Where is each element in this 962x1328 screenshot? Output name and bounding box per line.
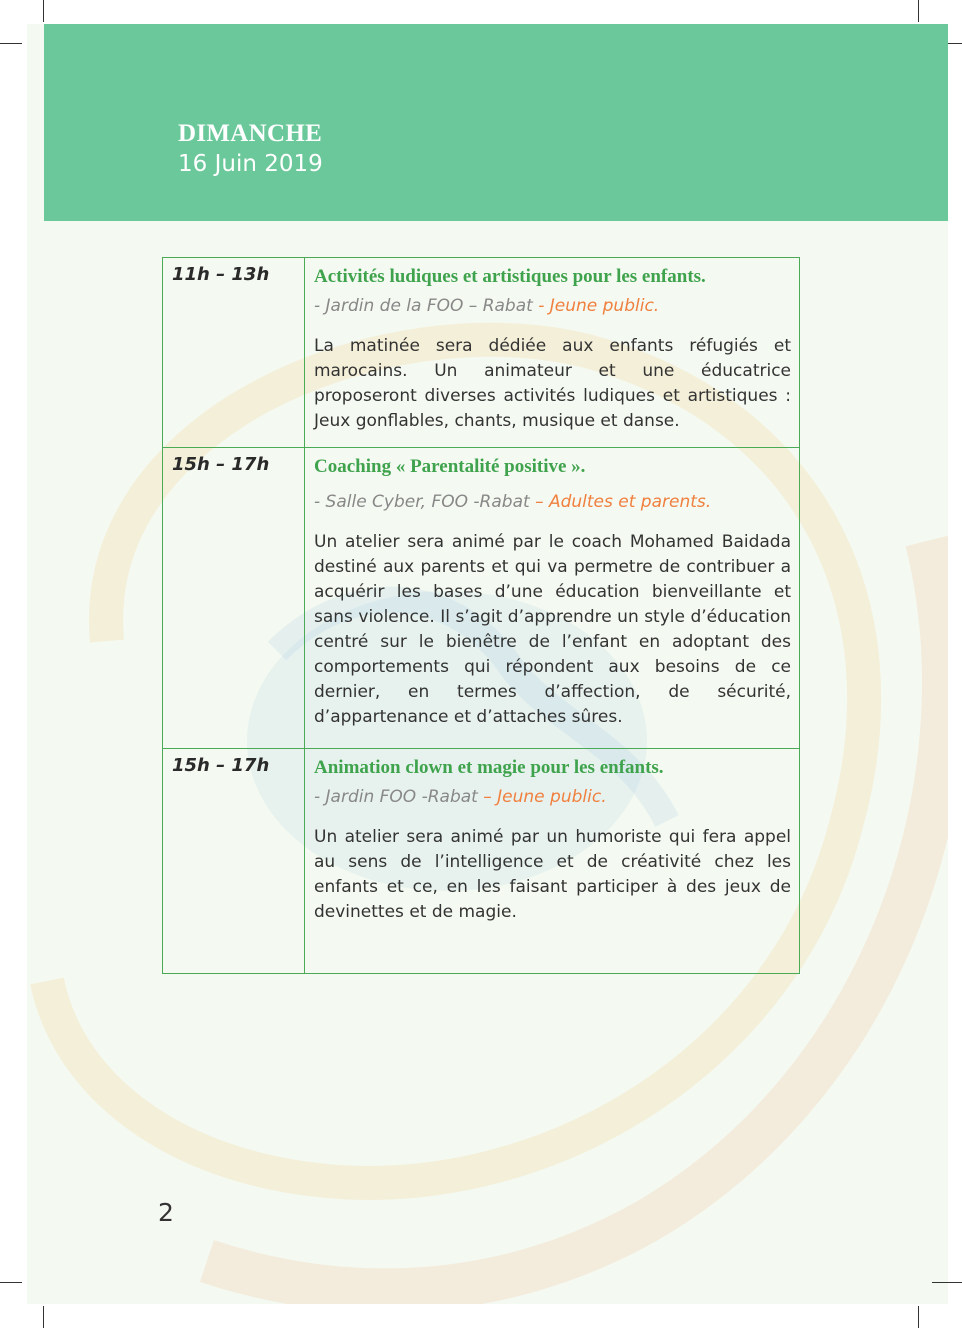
event-title: Coaching « Parentalité positive ». [314, 456, 586, 477]
table-row [163, 448, 800, 749]
event-audience: - Jeune public. [538, 296, 660, 316]
event-location [314, 787, 791, 807]
crop-mark [0, 43, 22, 44]
event-content [305, 749, 800, 974]
event-location-text: - Salle Cyber, FOO -Rabat [314, 492, 536, 512]
event-description: Un atelier sera animé par un humoriste qui fera appel au sens de l’intelligence et de créativité chez les enfants et ce, en les faisant participer à des jeux de devinettes et de magie. [314, 827, 791, 922]
crop-mark [0, 1282, 22, 1283]
table-row [163, 258, 800, 448]
event-location-text: - Jardin FOO -Rabat [314, 787, 484, 807]
event-time: 15h – 17h [163, 448, 305, 749]
table-row [163, 749, 800, 974]
page-number: 2 [158, 1198, 174, 1227]
event-location [314, 492, 791, 512]
event-time: 15h – 17h [163, 749, 305, 974]
event-audience: – Adultes et parents. [535, 492, 712, 512]
event-title: Animation clown et magie pour les enfants. [314, 757, 664, 778]
crop-mark [918, 1306, 919, 1328]
crop-mark [932, 1282, 962, 1283]
event-content [305, 258, 800, 448]
event-location [314, 296, 791, 316]
crop-mark [43, 0, 44, 22]
crop-mark [43, 1306, 44, 1328]
event-content [305, 448, 800, 749]
event-description: La matinée sera dédiée aux enfants réfugiés et marocains. Un animateur et une éducatrice proposeront diverses activités ludiques et artistiques : Jeux gonflables, chants, musique et danse. [314, 336, 791, 431]
event-location-text: - Jardin de la FOO – Rabat [314, 296, 539, 316]
schedule-table [162, 257, 800, 974]
date-subtitle: 16 Juin 2019 [178, 151, 323, 177]
event-audience: – Jeune public. [483, 787, 607, 807]
crop-mark [918, 0, 919, 22]
event-description: Un atelier sera animé par le coach Mohamed Baidada destiné aux parents et qui va permetre de contribuer a acquérir les bases d’une éducation bienveillante et sans violence. Il s’agit d’apprendre un style d’éducation centré sur le bienêtre de l’enfant en adoptant des comportements qui répondent aux besoins de ce dernier, en termes d’affection, de sécurité, d’appartenance et d’attaches sûres. [314, 532, 791, 727]
day-title: DIMANCHE [178, 120, 323, 147]
event-title: Activités ludiques et artistiques pour les enfants. [314, 266, 706, 287]
event-time: 11h – 13h [163, 258, 305, 448]
